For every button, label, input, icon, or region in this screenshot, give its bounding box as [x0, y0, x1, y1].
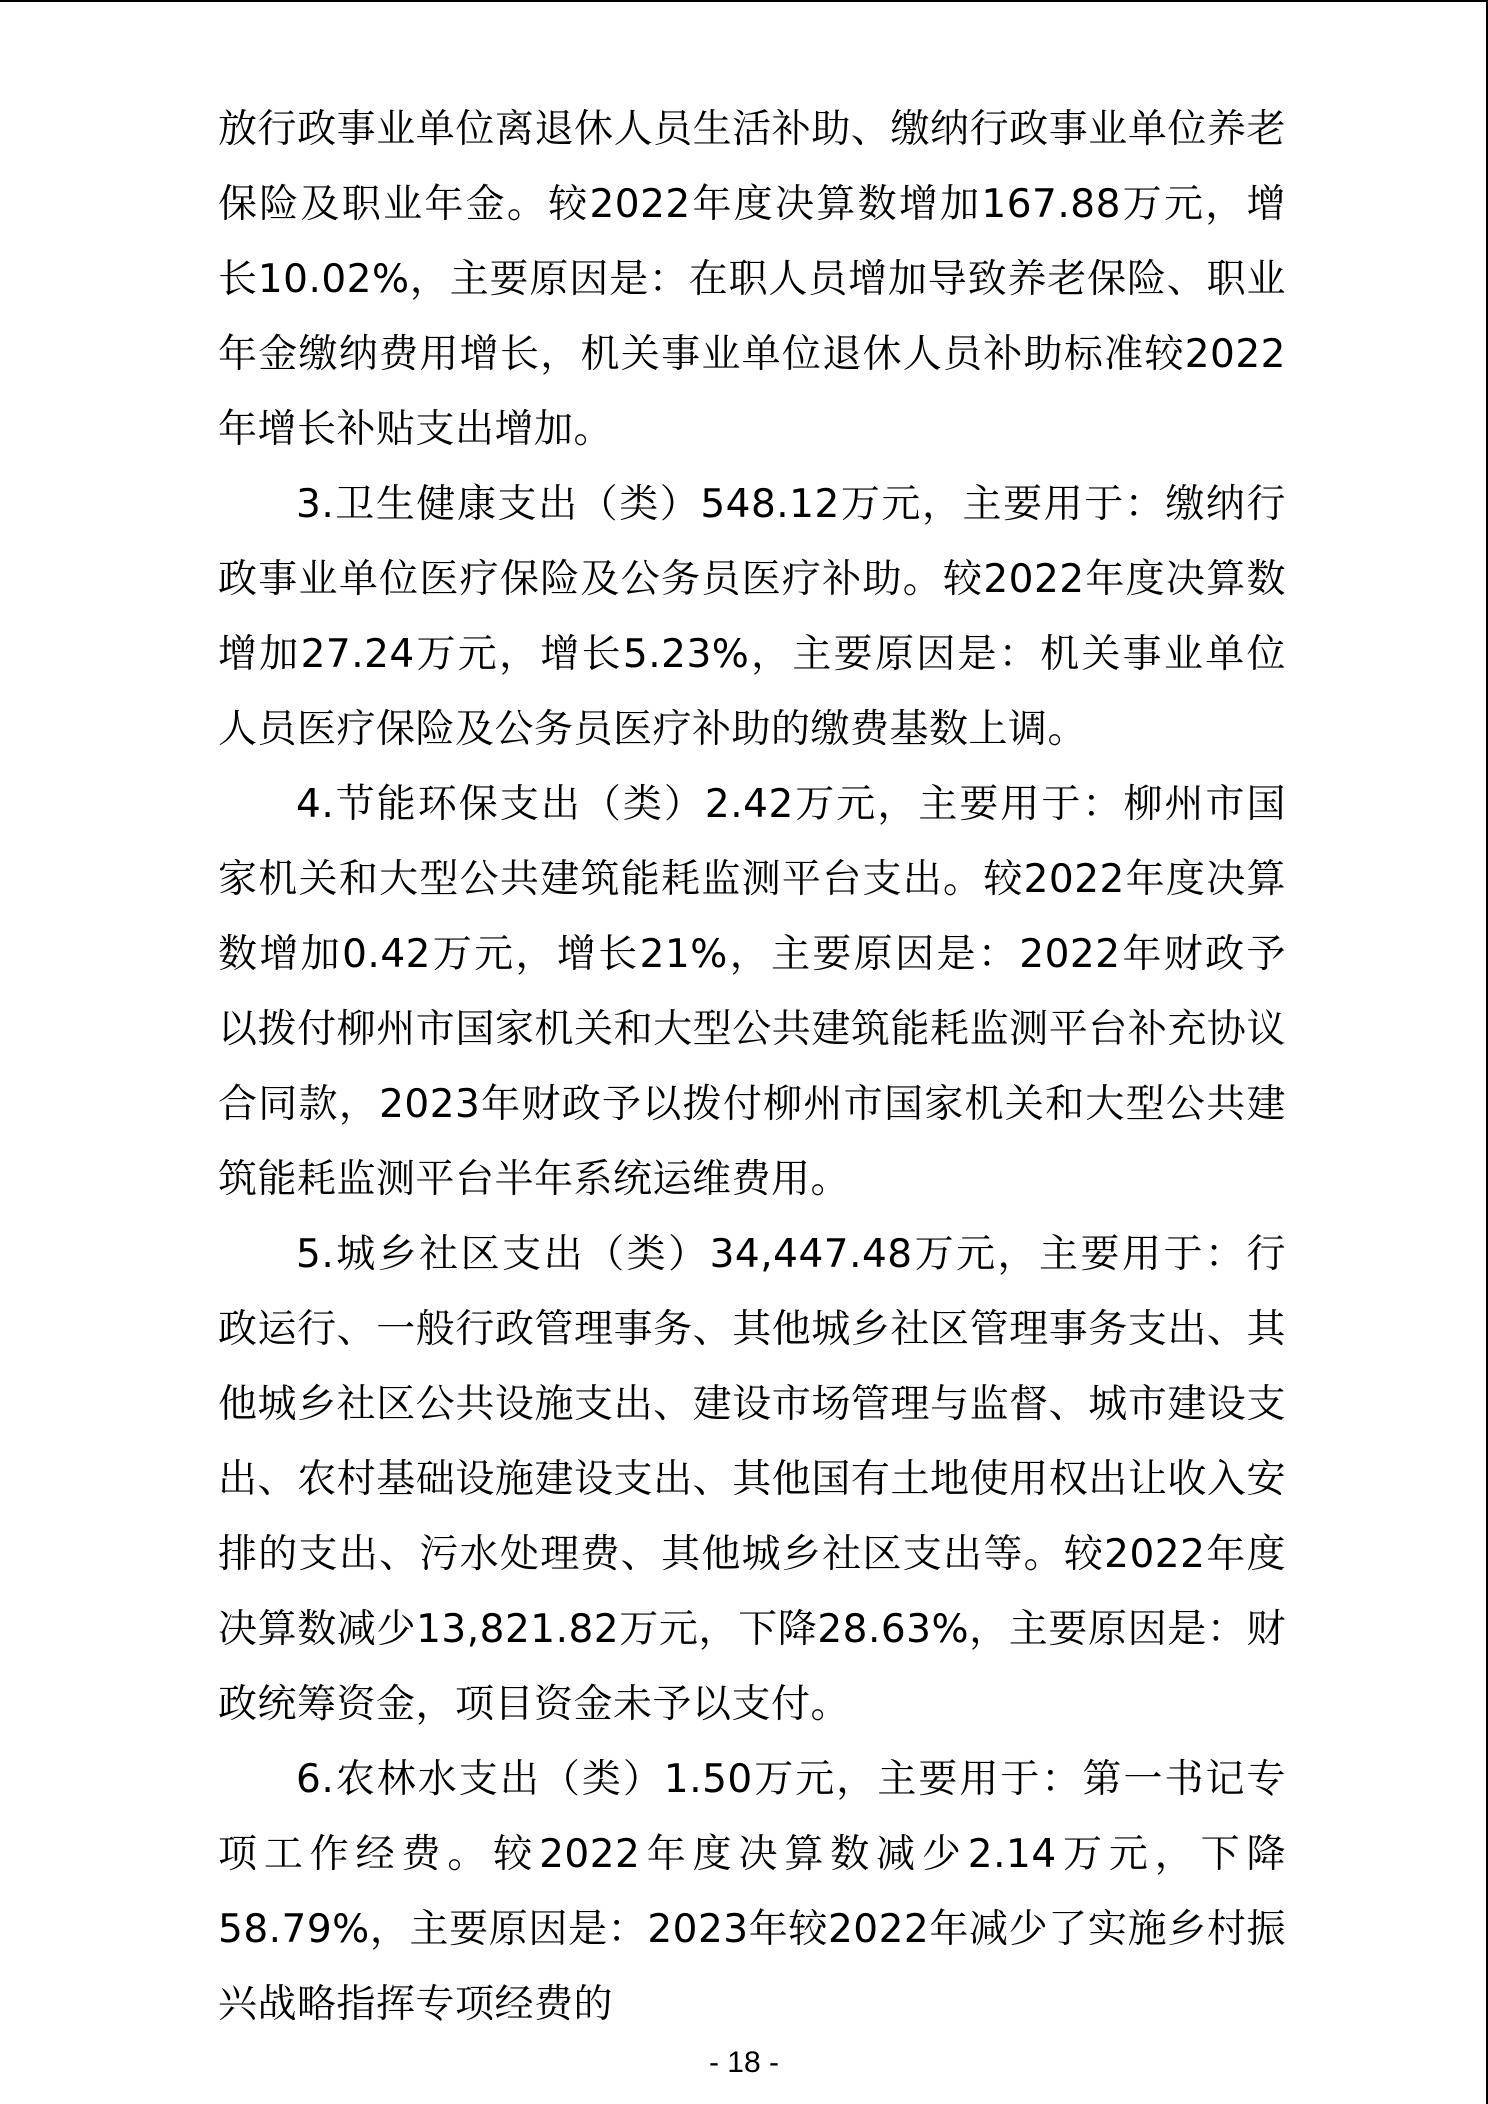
paragraph-energy-environment-expenditure: 4.节能环保支出（类）2.42万元，主要用于：柳州市国家机关和大型公共建筑能耗监测平台支出。较2022年度决算数增加0.42万元，增长21%，主要原因是：2022年财政予以拨付柳州市国家机关和大型公共建筑能耗监测平台补充协议合同款，2023年财政予以拨付柳州市国家机关和大型公共建筑能耗监测平台半年系统运维费用。 — [218, 782, 1286, 1202]
paragraph-urban-rural-community-expenditure: 5.城乡社区支出（类）34,447.48万元，主要用于：行政运行、一般行政管理事务、其他城乡社区管理事务支出、其他城乡社区公共设施支出、建设市场管理与监督、城市建设支出、农村基础设施建设支出、其他国有土地使用权出让收入安排的支出、污水处理费、其他城乡社区支出等。较2022年度决算数减少13,821.82万元，下降28.63%，主要原因是：财政统筹资金，项目资金未予以支付。 — [218, 1232, 1286, 1727]
page-top-border — [0, 0, 1488, 2]
paragraph-health-expenditure: 3.卫生健康支出（类）548.12万元，主要用于：缴纳行政事业单位医疗保险及公务员医疗补助。较2022年度决算数增加27.24万元，增长5.23%，主要原因是：机关事业单位人员医疗保险及公务员医疗补助的缴费基数上调。 — [218, 482, 1286, 752]
page-number: - 18 - — [708, 2046, 780, 2079]
paragraph-pension-continued: 放行政事业单位离退休人员生活补助、缴纳行政事业单位养老保险及职业年金。较2022年度决算数增加167.88万元，增长10.02%，主要原因是：在职人员增加导致养老保险、职业年金缴纳费用增长，机关事业单位退休人员补助标准较2022年增长补贴支出增加。 — [218, 107, 1286, 452]
document-body — [218, 92, 1286, 2042]
paragraph-agriculture-forestry-water-expenditure: 6.农林水支出（类）1.50万元，主要用于：第一书记专项工作经费。较2022年度决算数减少2.14万元，下降58.79%，主要原因是：2023年较2022年减少了实施乡村振兴战略指挥专项经费的 — [218, 1757, 1286, 2027]
